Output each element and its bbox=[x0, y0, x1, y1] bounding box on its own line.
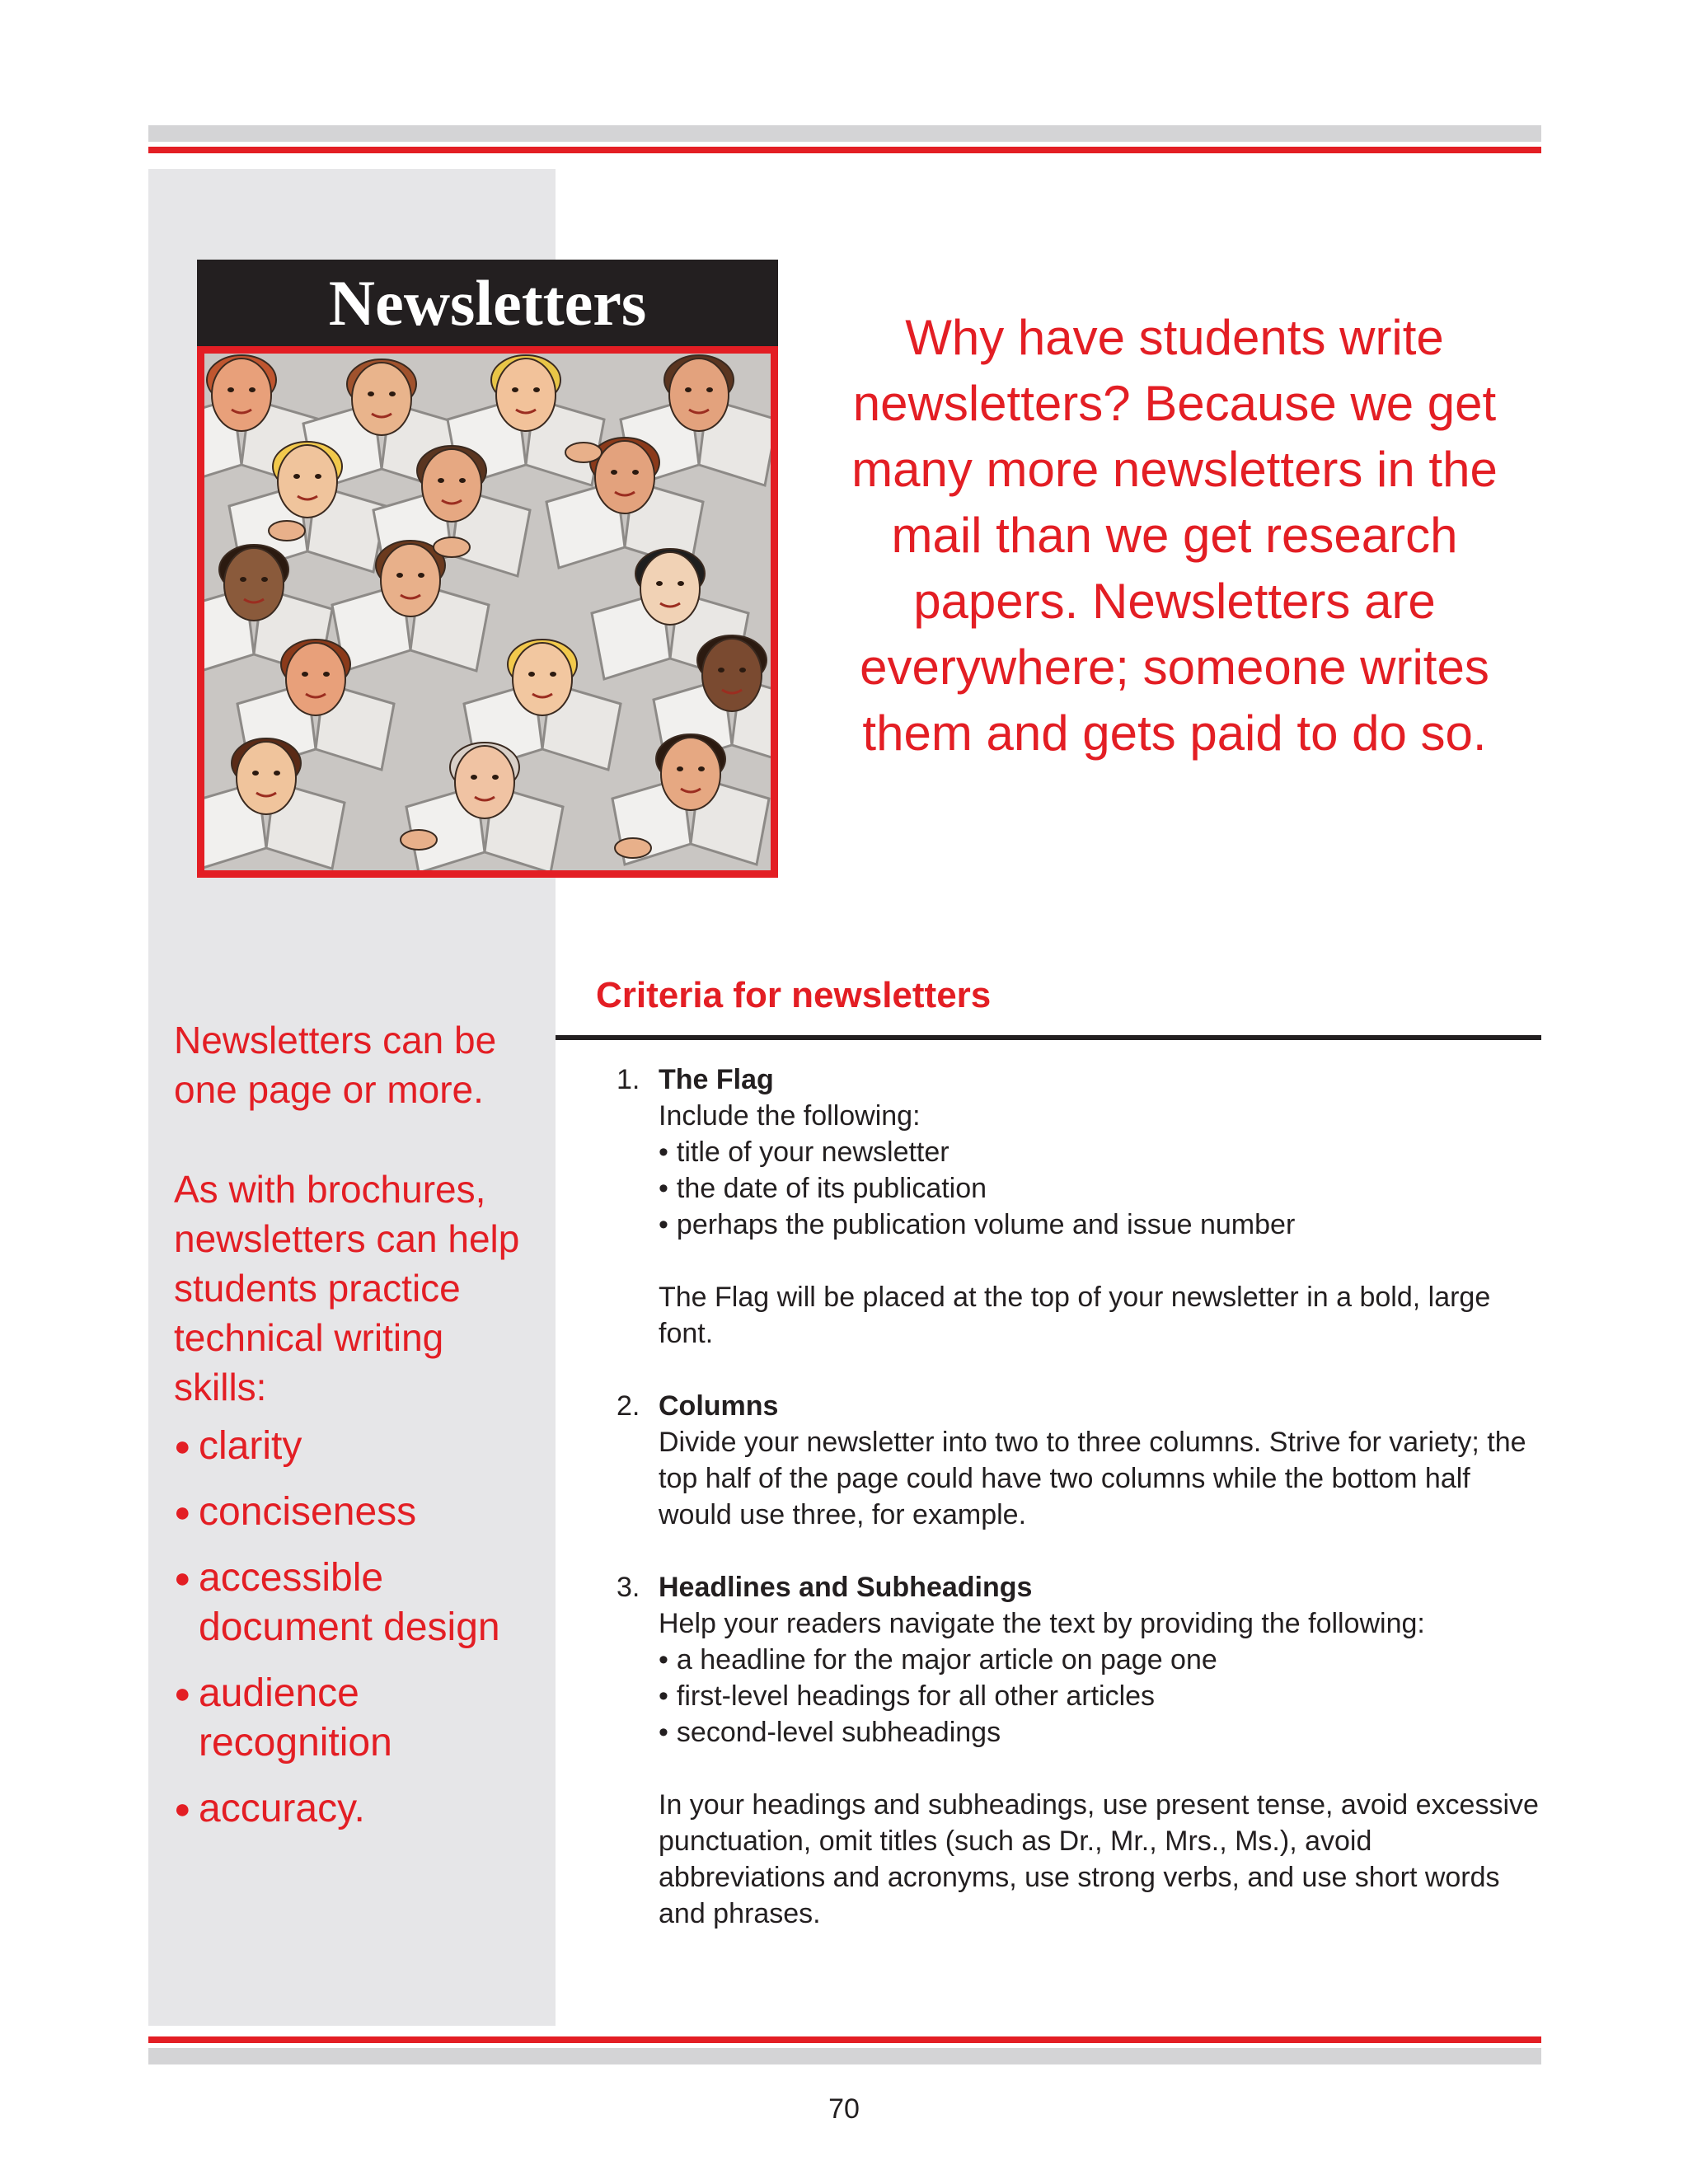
hand-shape bbox=[269, 521, 305, 541]
face-shape bbox=[212, 359, 271, 431]
eye-shape bbox=[274, 771, 280, 776]
eye-shape bbox=[418, 573, 424, 578]
eye-shape bbox=[249, 387, 256, 392]
bullet-icon: ● bbox=[174, 1793, 191, 1825]
eye-shape bbox=[252, 771, 259, 776]
list-item: • the date of its publication bbox=[659, 1170, 1541, 1207]
hand-shape bbox=[401, 830, 437, 850]
face-shape bbox=[237, 742, 296, 814]
hand-shape bbox=[615, 838, 651, 858]
item-text: Divide your newsletter into two to three columns. Strive for variety; the top half of the page could have two columns while the bottom half would use three, for example. bbox=[659, 1427, 1526, 1530]
intro-text: Why have students write newsletters? Because we get many more newsletters in the mail than we get research papers. Newsletters are everywhere; someone writes them and gets paid to do so. bbox=[851, 310, 1498, 761]
eye-shape bbox=[471, 775, 477, 780]
list-item: • perhaps the publication volume and issue number bbox=[659, 1207, 1541, 1243]
face-shape bbox=[381, 544, 440, 616]
item-bullets bbox=[659, 1134, 1541, 1243]
eye-shape bbox=[533, 387, 540, 392]
bullet-icon: ● bbox=[174, 1563, 191, 1594]
page-title: Newsletters bbox=[197, 260, 778, 346]
eye-shape bbox=[739, 668, 746, 673]
eye-shape bbox=[240, 577, 246, 582]
item-note: In your headings and subheadings, use present tense, avoid excessive punctuation, omit titles (such as Dr., Mr., Mrs., Ms.), avoid abbreviations and acronyms, use strong verbs, and use short words and phrases. bbox=[659, 1789, 1539, 1929]
item-number: 2. bbox=[617, 1390, 640, 1422]
eye-shape bbox=[706, 387, 713, 392]
face-shape bbox=[286, 643, 345, 715]
sidebar-note-length: Newsletters can be one page or more. bbox=[174, 1019, 497, 1111]
skill-item: ● accuracy. bbox=[174, 1784, 545, 1834]
item-title: Headlines and Subheadings bbox=[659, 1572, 1033, 1603]
face-shape bbox=[595, 441, 654, 513]
face-shape bbox=[702, 639, 762, 711]
criteria-item-flag bbox=[617, 1062, 1541, 1352]
list-item: • title of your newsletter bbox=[659, 1134, 1541, 1170]
page-number: 70 bbox=[828, 2093, 860, 2125]
skill-item: ● accessible document design bbox=[174, 1554, 545, 1652]
criteria-rule bbox=[556, 1035, 1541, 1040]
eye-shape bbox=[492, 775, 499, 780]
eye-shape bbox=[323, 672, 330, 677]
item-title: Columns bbox=[659, 1390, 779, 1422]
eye-shape bbox=[550, 672, 556, 677]
item-note: The Flag will be placed at the top of your newsletter in a bold, large font. bbox=[659, 1282, 1491, 1349]
eye-shape bbox=[261, 577, 268, 582]
top-rule-red bbox=[148, 147, 1541, 153]
eye-shape bbox=[227, 387, 234, 392]
item-intro: Include the following: bbox=[659, 1100, 921, 1132]
skills-list bbox=[174, 1422, 545, 1850]
face-shape bbox=[640, 552, 700, 625]
sidebar-note-skills: As with brochures, newsletters can help students practice technical writing skills: bbox=[174, 1168, 520, 1408]
item-title: The Flag bbox=[659, 1064, 774, 1095]
eye-shape bbox=[389, 391, 396, 396]
title-block bbox=[197, 260, 778, 878]
eye-shape bbox=[438, 478, 444, 483]
hand-shape bbox=[565, 443, 602, 462]
eye-shape bbox=[632, 470, 639, 475]
bullet-icon: ● bbox=[174, 1431, 191, 1462]
eye-shape bbox=[528, 672, 535, 677]
skill-item: ● conciseness bbox=[174, 1488, 545, 1537]
bottom-rule-grey bbox=[148, 2048, 1541, 2064]
eye-shape bbox=[315, 474, 321, 479]
eye-shape bbox=[718, 668, 724, 673]
eye-shape bbox=[302, 672, 308, 677]
eye-shape bbox=[293, 474, 300, 479]
criteria-item-headlines bbox=[617, 1569, 1541, 1932]
eye-shape bbox=[685, 387, 692, 392]
skill-item: ● audience recognition bbox=[174, 1669, 545, 1768]
face-shape bbox=[513, 643, 572, 715]
item-bullets bbox=[659, 1642, 1541, 1750]
face-shape bbox=[669, 359, 729, 431]
bottom-rule-red bbox=[148, 2036, 1541, 2043]
criteria-item-columns bbox=[617, 1388, 1541, 1533]
eye-shape bbox=[611, 470, 617, 475]
list-item: • first-level headings for all other articles bbox=[659, 1678, 1541, 1714]
list-item: • a headline for the major article on page one bbox=[659, 1642, 1541, 1678]
eye-shape bbox=[698, 766, 705, 771]
eye-shape bbox=[459, 478, 466, 483]
criteria-heading: Criteria for newsletters bbox=[596, 975, 992, 1015]
eye-shape bbox=[678, 581, 684, 586]
bullet-icon: ● bbox=[174, 1678, 191, 1709]
eye-shape bbox=[677, 766, 683, 771]
eye-shape bbox=[512, 387, 518, 392]
skill-item: ● clarity bbox=[174, 1422, 545, 1471]
eye-shape bbox=[656, 581, 663, 586]
hand-shape bbox=[434, 537, 470, 557]
top-rule-grey bbox=[148, 125, 1541, 142]
eye-shape bbox=[396, 573, 403, 578]
face-shape bbox=[352, 363, 411, 435]
newspaper-readers-illustration bbox=[197, 346, 778, 878]
face-shape bbox=[455, 746, 514, 818]
face-shape bbox=[422, 449, 481, 522]
item-number: 1. bbox=[617, 1064, 640, 1095]
face-shape bbox=[224, 548, 284, 621]
item-intro: Help your readers navigate the text by providing the following: bbox=[659, 1608, 1425, 1639]
eye-shape bbox=[368, 391, 374, 396]
face-shape bbox=[278, 445, 337, 518]
list-item: • second-level subheadings bbox=[659, 1714, 1541, 1750]
face-shape bbox=[496, 359, 556, 431]
item-number: 3. bbox=[617, 1572, 640, 1603]
bullet-icon: ● bbox=[174, 1497, 191, 1528]
face-shape bbox=[661, 738, 720, 810]
